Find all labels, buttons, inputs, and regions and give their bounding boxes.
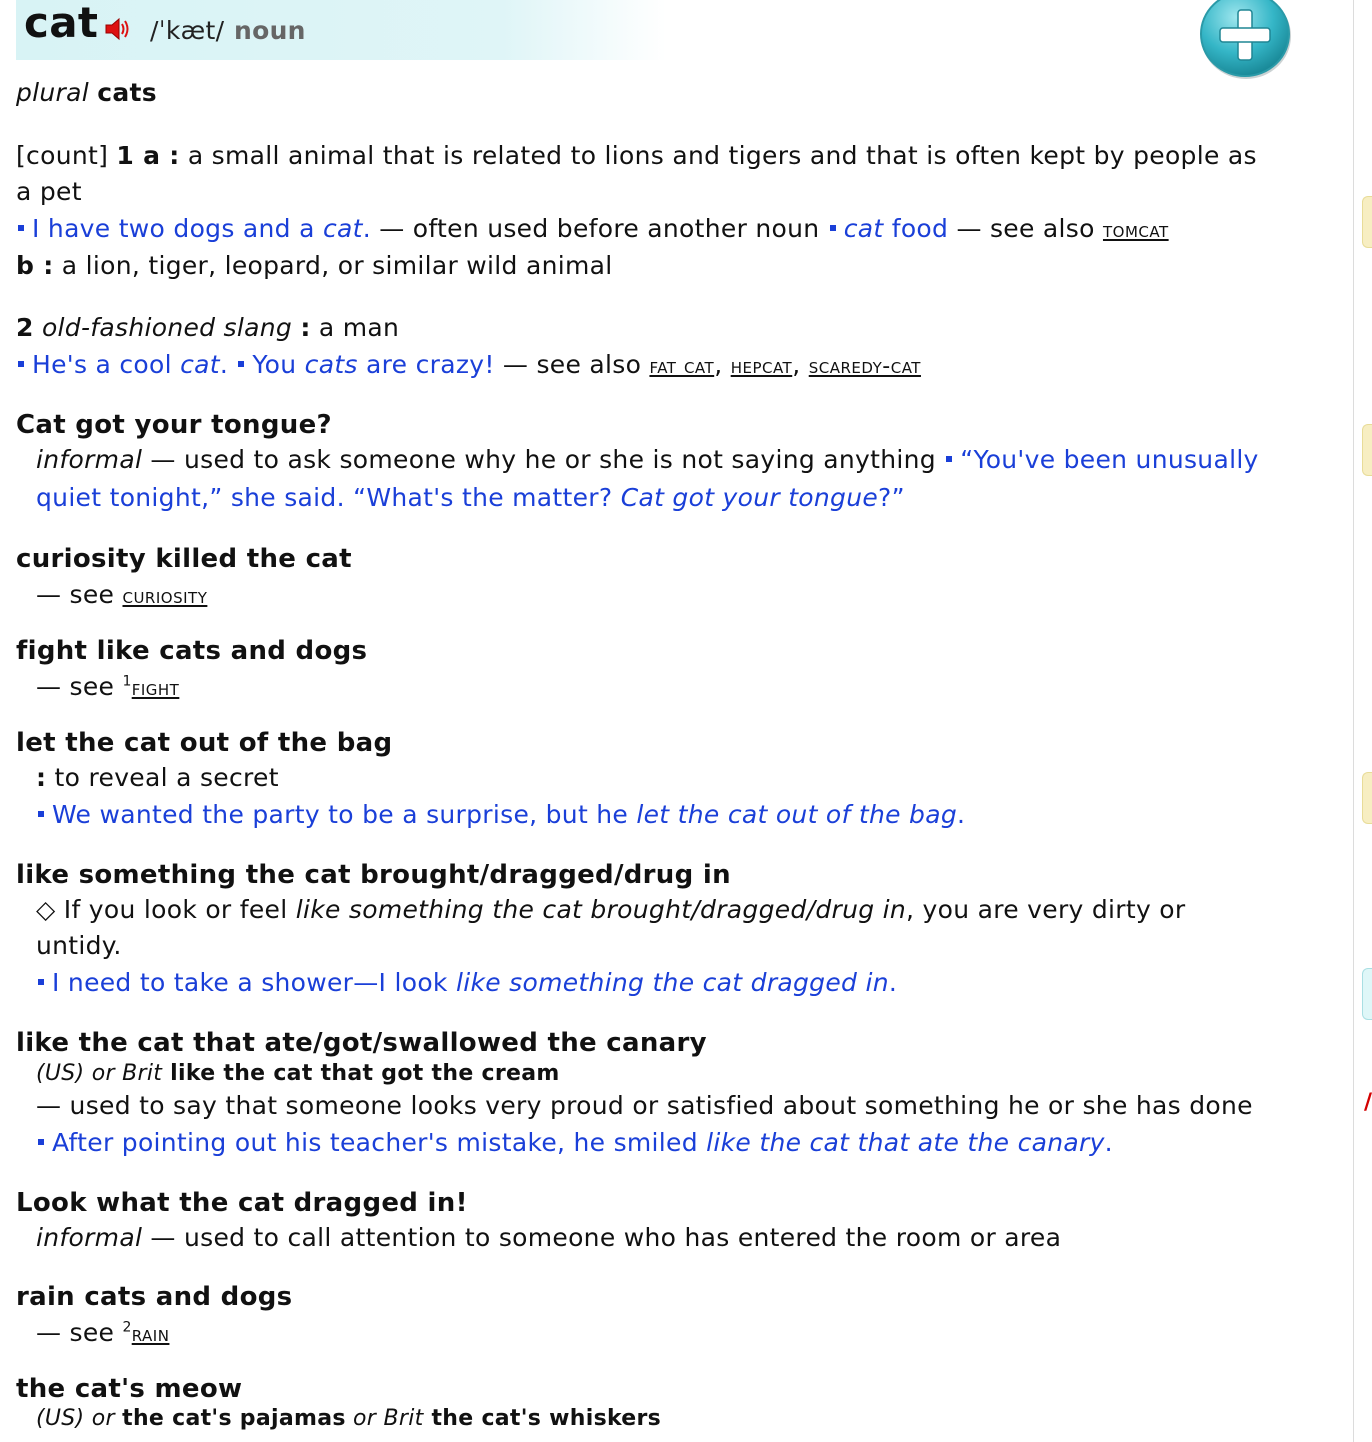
example-italic: let the cat out of the bag: [636, 800, 958, 829]
see-also-label: — see also: [502, 350, 642, 379]
sense-1b: [16, 251, 613, 280]
side-tab[interactable]: [1362, 424, 1372, 476]
side-tab[interactable]: [1362, 968, 1372, 1020]
example-text: quiet tonight,” she said. “What's the matter?: [36, 483, 621, 512]
example-text: After pointing out his teacher's mistake, he smiled: [52, 1128, 707, 1157]
bullet-icon: [38, 1139, 44, 1145]
definition-text: — used to ask someone why he or she is not saying anything: [142, 445, 936, 474]
example-italic: cat: [180, 350, 220, 379]
example-text: food: [883, 214, 949, 243]
diamond-icon: ◇: [36, 895, 56, 924]
example-italic: Cat got your tongue: [620, 483, 879, 512]
bullet-icon: [946, 456, 952, 462]
example-italic: like something the cat dragged in: [455, 968, 889, 997]
example-text: “You've been unusually: [960, 445, 1259, 474]
phrase-example: [36, 800, 965, 829]
definition-continuation: a pet: [16, 177, 82, 206]
phrase-title: the cat's meow: [16, 1374, 243, 1404]
plural-label: plural: [16, 78, 90, 107]
example-end: .: [957, 800, 966, 829]
example-end: .: [1104, 1128, 1113, 1157]
example-end: .: [362, 214, 371, 243]
example-text: He's a cool: [32, 350, 181, 379]
phrase-title: let the cat out of the bag: [16, 728, 393, 758]
example-end: .: [888, 968, 898, 997]
homograph-number: 2: [122, 1319, 132, 1336]
side-tab[interactable]: [1362, 772, 1372, 824]
phrase-title: fight like cats and dogs: [16, 636, 368, 666]
colon: :: [36, 763, 47, 792]
or-label: or: [84, 1061, 123, 1086]
phrase-definition: [36, 763, 279, 792]
cross-reference-link[interactable]: rain: [131, 1322, 170, 1347]
sense-number: 2: [16, 313, 34, 342]
definition-italic: like something the cat brought/dragged/drug in: [295, 895, 907, 924]
headword: cat: [24, 0, 99, 47]
definition-text: — used to call attention to someone who has entered the room or area: [142, 1223, 1062, 1252]
cross-reference-link[interactable]: tomcat: [1102, 218, 1169, 243]
phrase-example: [36, 968, 897, 997]
example-end: .: [219, 350, 229, 379]
example-text: We wanted the party to be a surprise, but he: [52, 800, 637, 829]
example-italic: cat: [322, 214, 363, 243]
phrase-example: [36, 1128, 1113, 1157]
or-label: or: [345, 1406, 384, 1431]
phrase-title: like something the cat brought/dragged/drug in: [16, 860, 731, 890]
cross-reference-link[interactable]: scaredy-cat: [808, 354, 921, 379]
sense-number: 1 a :: [116, 141, 180, 170]
phrase-see: [36, 580, 207, 609]
usage-label: informal: [36, 445, 143, 474]
sense-1a-examples: [16, 214, 1169, 243]
plural-line: [16, 78, 157, 107]
example-italic: cats: [304, 350, 358, 379]
see-label: — see: [36, 672, 115, 701]
phrase-definition: [36, 1223, 1061, 1252]
region-label: Brit: [383, 1406, 424, 1431]
example-text: I have two dogs and a: [32, 214, 323, 243]
definition-text: a small animal that is related to lions and tigers and that is often kept by people as: [187, 141, 1257, 170]
phrase-definition: [36, 895, 1185, 924]
phrase-variants: [36, 1406, 661, 1431]
example-text: You: [252, 350, 305, 379]
cross-reference-link[interactable]: curiosity: [122, 584, 208, 609]
region-label: (US): [36, 1406, 85, 1431]
example-text: I need to take a shower—I look: [52, 968, 456, 997]
definition-text: a man: [318, 313, 400, 342]
sense-2-examples: He's a cool cat. You cats are crazy! — see also fat cat, hepcat, scaredy-cat: [16, 350, 921, 379]
cross-reference-link[interactable]: fat cat: [649, 354, 715, 379]
variant-form: the cat's pajamas: [122, 1406, 346, 1431]
region-label: (US): [36, 1061, 85, 1086]
example-end: are crazy!: [357, 350, 495, 379]
bullet-icon: [38, 979, 44, 985]
phrase-definition: [36, 445, 1259, 474]
definition-text: a lion, tiger, leopard, or similar wild animal: [61, 251, 613, 280]
bullet-icon: [830, 225, 836, 231]
homograph-number: 1: [122, 673, 132, 690]
example-italic: cat: [843, 214, 884, 243]
plus-circle-icon[interactable]: [1198, 0, 1294, 84]
pronunciation: /ˈkæt/: [150, 16, 225, 45]
scroll-divider: [1353, 0, 1354, 1442]
variant-form: the cat's whiskers: [423, 1406, 662, 1431]
usage-label: informal: [36, 1223, 143, 1252]
phrase-title: like the cat that ate/got/swallowed the canary: [16, 1028, 707, 1058]
region-label: Brit: [122, 1061, 163, 1086]
bullet-icon: [18, 361, 24, 367]
phrase-title: Cat got your tongue?: [16, 410, 332, 440]
variant-form: like the cat that got the cream: [162, 1061, 560, 1086]
phrase-example: [36, 483, 905, 512]
or-label: or: [84, 1406, 123, 1431]
bullet-icon: [238, 361, 244, 367]
definition-text: to reveal a secret: [46, 763, 279, 792]
bullet-icon: [18, 225, 24, 231]
bullet-icon: [38, 811, 44, 817]
side-tab[interactable]: [1362, 196, 1372, 248]
cross-reference-link[interactable]: hepcat: [730, 354, 793, 379]
phrase-title: rain cats and dogs: [16, 1282, 293, 1312]
part-of-speech: noun: [234, 16, 306, 45]
phrase-definition: — used to say that someone looks very proud or satisfied about something he or she has done: [36, 1091, 1253, 1120]
cross-reference-link[interactable]: fight: [131, 676, 180, 701]
example-italic: like the cat that ate the canary: [706, 1128, 1105, 1157]
sense-1a-definition: [16, 141, 1257, 170]
sense-number: b :: [16, 251, 54, 280]
example-end: ?”: [878, 483, 905, 512]
definition-text: , you are very dirty or: [906, 895, 1186, 924]
colon: :: [300, 313, 311, 342]
speaker-icon[interactable]: [104, 16, 132, 42]
definition-text: If you look or feel: [55, 895, 296, 924]
phrase-title: curiosity killed the cat: [16, 544, 352, 574]
plural-form: cats: [97, 78, 157, 107]
see-label: — see: [36, 580, 115, 609]
sense-2: [16, 313, 399, 342]
definition-continuation: untidy.: [36, 931, 122, 960]
see-also-label: — see also: [956, 214, 1095, 243]
usage-label: old-fashioned slang: [41, 313, 293, 342]
phrase-title: Look what the cat dragged in!: [16, 1188, 468, 1218]
side-marker: /: [1364, 1090, 1372, 1115]
phrase-see: [36, 1318, 169, 1347]
usage-note: — often used before another noun: [379, 214, 820, 243]
see-label: — see: [36, 1318, 115, 1347]
phrase-see: [36, 672, 179, 701]
phrase-variants: [36, 1061, 560, 1086]
count-label: [count]: [16, 141, 109, 170]
